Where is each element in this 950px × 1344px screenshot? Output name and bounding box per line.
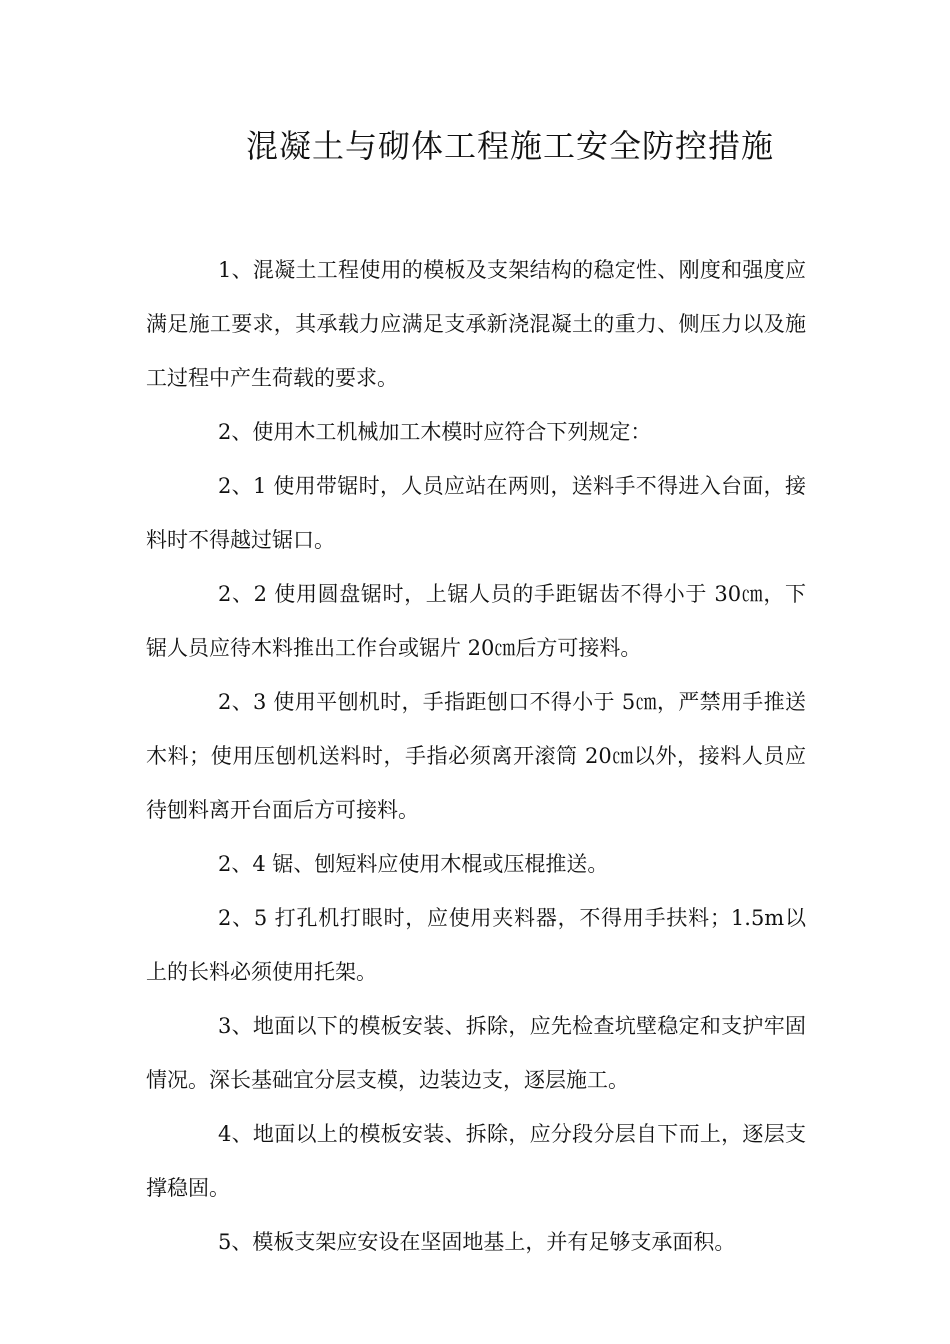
document-body <box>146 243 806 1269</box>
paragraph-2-3: 2、3 使用平刨机时，手指距刨口不得小于 5㎝，严禁用手推送木料；使用压刨机送料时，手指必须离开滚筒 20㎝以外，接料人员应待刨料离开台面后方可接料。 <box>146 690 806 822</box>
paragraph-5: 5、模板支架应安设在坚固地基上，并有足够支承面积。 <box>218 1230 736 1254</box>
paragraph-2-2: 2、2 使用圆盘锯时，上锯人员的手距锯齿不得小于 30㎝，下锯人员应待木料推出工作台或锯片 20㎝后方可接料。 <box>146 582 806 660</box>
paragraph-2-4: 2、4 锯、刨短料应使用木棍或压棍推送。 <box>218 852 609 876</box>
document-title: 混凝土与砌体工程施工安全防控措施 <box>245 127 774 165</box>
paragraph-2: 2、使用木工机械加工木模时应符合下列规定： <box>218 420 652 444</box>
paragraph-2-1: 2、1 使用带锯时，人员应站在两则，送料手不得进入台面，接料时不得越过锯口。 <box>146 474 806 552</box>
paragraph-4: 4、地面以上的模板安装、拆除，应分段分层自下而上，逐层支撑稳固。 <box>146 1122 806 1200</box>
paragraph-2-5: 2、5 打孔机打眼时，应使用夹料器，不得用手扶料；1.5m以上的长料必须使用托架。 <box>146 906 806 984</box>
paragraph-3: 3、地面以下的模板安装、拆除，应先检查坑壁稳定和支护牢固情况。深长基础宜分层支模，边装边支，逐层施工。 <box>146 1014 806 1092</box>
paragraph-1: 1、混凝土工程使用的模板及支架结构的稳定性、刚度和强度应满足施工要求，其承载力应满足支承新浇混凝土的重力、侧压力以及施工过程中产生荷载的要求。 <box>146 258 806 390</box>
